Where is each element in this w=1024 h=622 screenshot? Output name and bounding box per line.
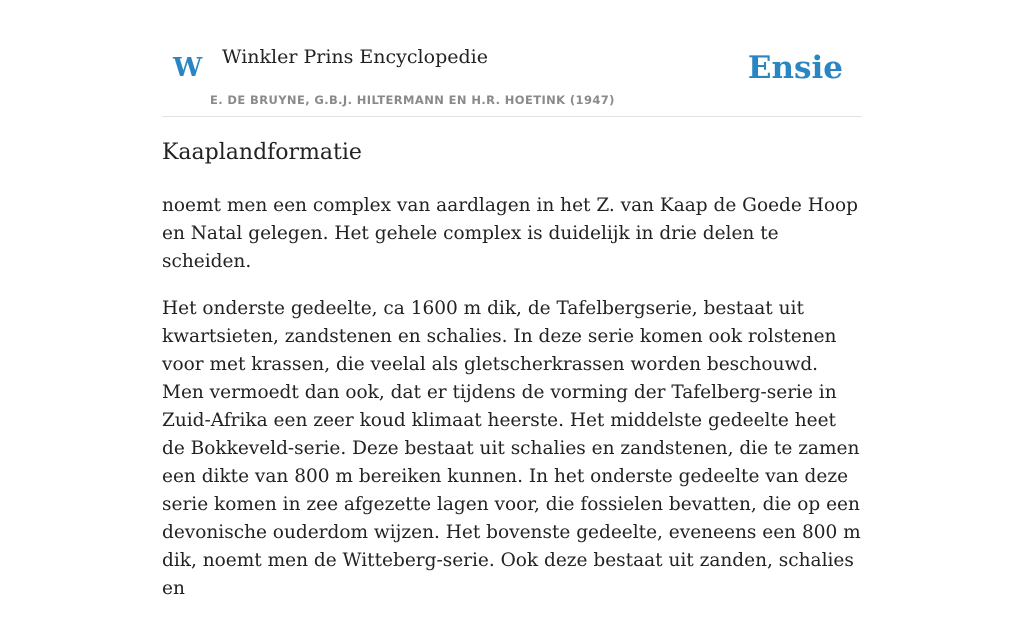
- book-authors: E. DE BRUYNE, G.B.J. HILTERMANN EN H.R. HOETINK (1947): [210, 93, 615, 107]
- page-header: [162, 40, 862, 117]
- book-title[interactable]: Winkler Prins Encyclopedie: [222, 46, 488, 68]
- article-title: Kaaplandformatie: [162, 140, 362, 165]
- article-body: [162, 192, 862, 622]
- article-paragraph: Het onderste gedeelte, ca 1600 m dik, de Tafelbergserie, bestaat uit kwartsieten, zandstenen en schalies. In deze serie komen ook rolstenen voor met krassen, die veelal als gletscherkrassen worden beschouwd. Men vermoedt dan ook, dat er tijdens de vorming der Tafelberg-serie in Zuid-Afrika een zeer koud klimaat heerste. Het middelste gedeelte heet de Bokkeveld-serie. Deze bestaat uit schalies en zandstenen, die te zamen een dikte van 800 m bereiken kunnen. In het onderste gedeelte van deze serie komen in zee afgezette lagen voor, die fossielen bevatten, die op een devonische ouderdom wijzen. Het bovenste gedeelte, eveneens een 800 m dik, noemt men de Witteberg-serie. Ook deze bestaat uit zanden, schalies en: [162, 298, 861, 599]
- ensie-logo[interactable]: Ensie: [747, 50, 843, 86]
- winkler-prins-logo[interactable]: W: [173, 53, 203, 83]
- article-paragraph: noemt men een complex van aardlagen in het Z. van Kaap de Goede Hoop en Natal gelegen. Het gehele complex is duidelijk in drie delen te scheiden.: [162, 195, 858, 272]
